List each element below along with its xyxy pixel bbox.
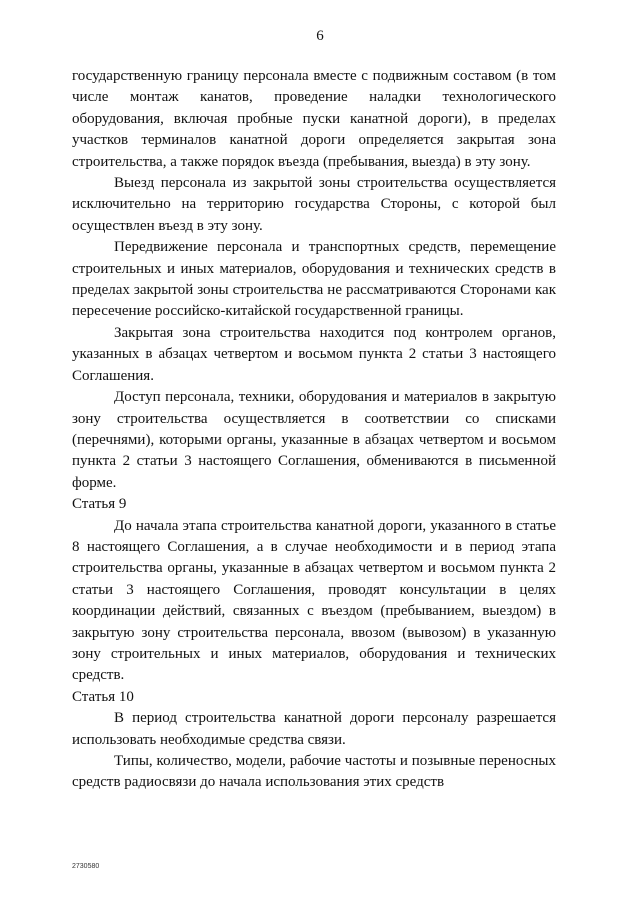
- article-10-heading: Статья 10: [72, 688, 134, 705]
- article-9-heading: Статья 9: [72, 496, 127, 513]
- article-9-paragraph: До начала этапа строительства канатной дороги, указанного в статье 8 настоящего Соглашения, а в случае необходимости и в период этапа строительства органы, указанные в абзацах четвертом и восьмом пункта 2 статьи 3 настоящего Соглашения, проводят консультации в целях координации действий, связанных с въездом (пребыванием, выездом) в закрытую зону строительства персонала, ввозом (вывозом) в указанную зону строительных и иных материалов, оборудования и технических средств.: [72, 517, 556, 684]
- document-body: [72, 66, 556, 794]
- article-10-paragraph: В период строительства канатной дороги персоналу разрешается использовать необходимые средства связи.: [72, 710, 556, 748]
- paragraph: Закрытая зона строительства находится под контролем органов, указанных в абзацах четвертом и восьмом пункта 2 статьи 3 настоящего Соглашения.: [72, 324, 556, 384]
- paragraph: Выезд персонала из закрытой зоны строительства осуществляется исключительно на территорию государства Стороны, с которой был осуществлен въезд в эту зону.: [72, 175, 556, 234]
- document-code: 2730580: [72, 863, 100, 870]
- paragraph: Доступ персонала, техники, оборудования и материалов в закрытую зону строительства осуществляется в соответствии со списками (перечнями), которыми органы, указанные в абзацах четвертом и восьмом пункта 2 статьи 3 настоящего Соглашения, обмениваются в письменной форме.: [72, 389, 556, 491]
- paragraph-continuation: государственную границу персонала вместе с подвижным составом (в том числе монтаж канатов, проведение наладки технологического оборудования, включая пробные пуски канатной дороги), в пределах участков терминалов канатной дороги определяется закрытая зона строительства, а также порядок въезда (пребывания, выезда) в эту зону.: [72, 68, 556, 170]
- article-10-paragraph: Типы, количество, модели, рабочие частоты и позывные переносных средств радиосвязи до начала использования этих средств: [72, 753, 556, 791]
- paragraph: Передвижение персонала и транспортных средств, перемещение строительных и иных материалов, оборудования и технических средств в пределах закрытой зоны строительства не рассматриваются Сторонами как пересечение российско-китайской государственной границы.: [72, 239, 556, 320]
- page-number: 6: [316, 28, 324, 44]
